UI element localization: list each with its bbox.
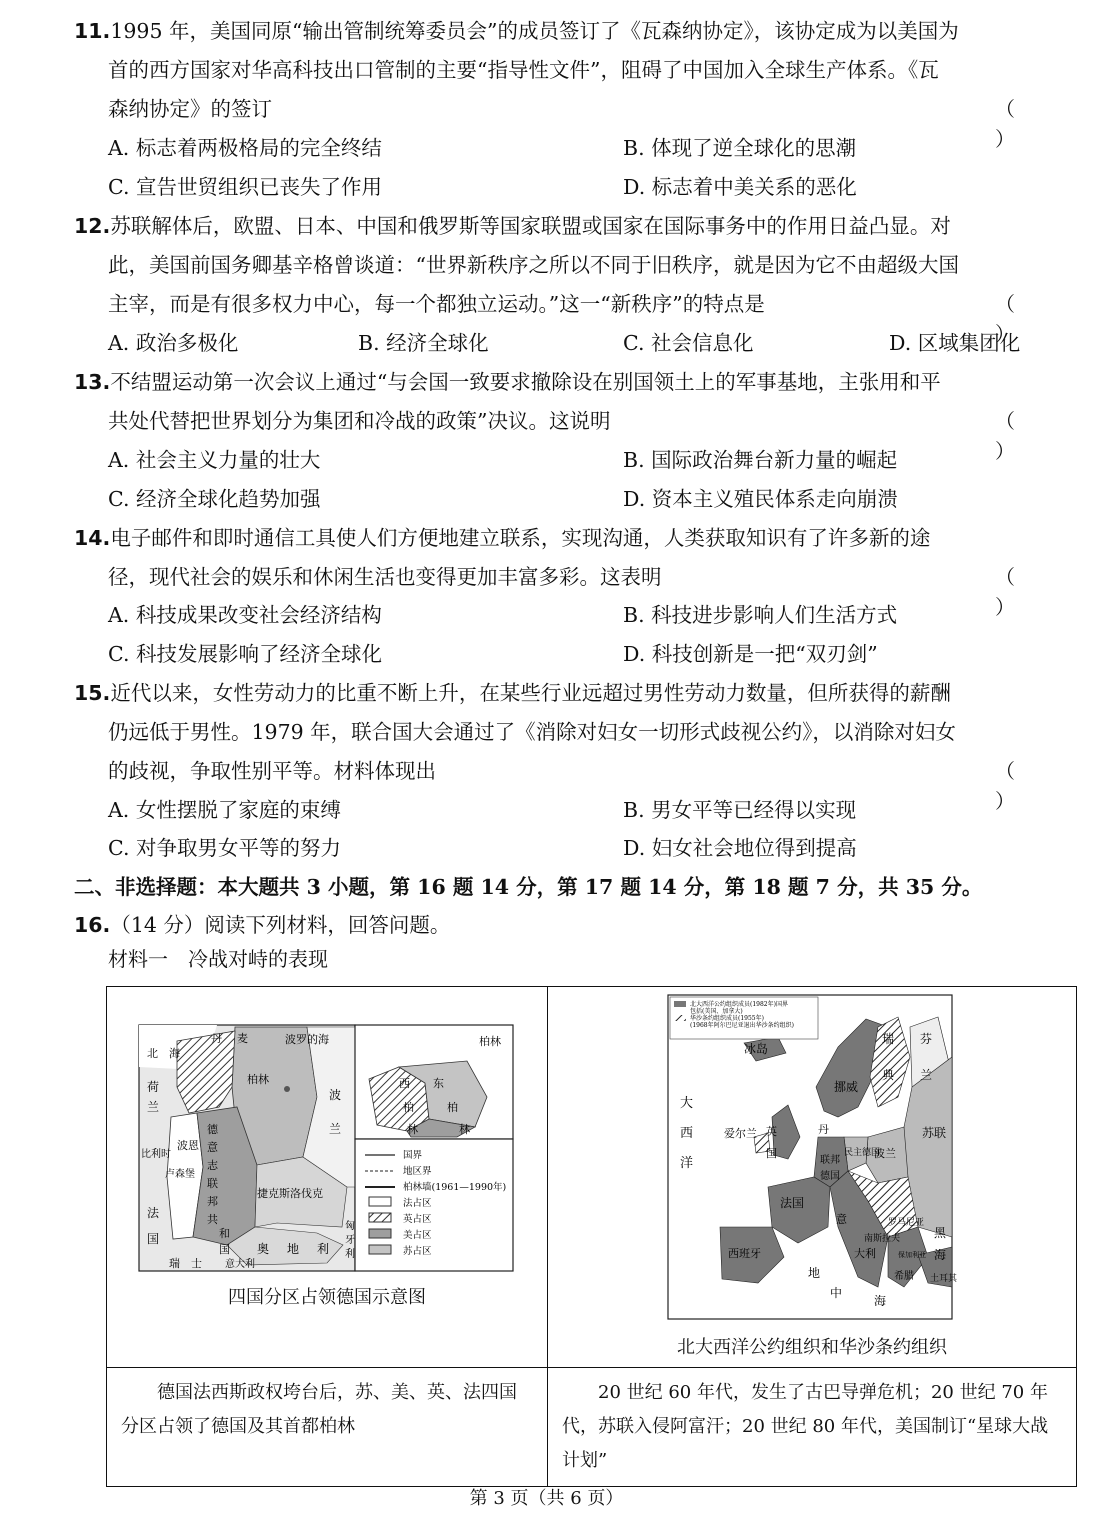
label-hei: 黑 bbox=[934, 1226, 947, 1240]
q13-option-c: C. 经济全球化趋势加强 bbox=[108, 487, 321, 511]
label-fa: 法 bbox=[147, 1206, 160, 1220]
q15-answer-paren: （ ） bbox=[995, 759, 1053, 813]
q14-option-b: B. 科技进步影响人们生活方式 bbox=[623, 603, 898, 627]
label-luxembourg: 卢森堡 bbox=[165, 1169, 195, 1180]
label-he: 荷 bbox=[147, 1080, 160, 1094]
label-ying: 英 bbox=[766, 1125, 777, 1138]
material-table bbox=[106, 986, 1077, 1487]
label-bo: 波 bbox=[329, 1088, 342, 1102]
label-france: 法国 bbox=[780, 1196, 805, 1210]
label-lan: 兰 bbox=[920, 1068, 933, 1082]
label-rui: 瑞 bbox=[882, 1032, 895, 1046]
label-italy: 意大利 bbox=[225, 1259, 255, 1270]
q13-line1: 13.不结盟运动第一次会议上通过“与会国一致要求撤除设在别国领土上的军事基地，主张用和平 bbox=[74, 370, 941, 394]
label-berlin: 柏林 bbox=[247, 1073, 269, 1086]
q15-option-a: A. 女性摆脱了家庭的束缚 bbox=[108, 798, 341, 822]
label-dian: 典 bbox=[882, 1068, 895, 1082]
label-ireland: 爱尔兰 bbox=[724, 1127, 757, 1140]
label-turkey: 土耳其 bbox=[930, 1274, 958, 1284]
q12-answer-paren: （ ） bbox=[995, 292, 1053, 346]
q11-option-d: D. 标志着中美关系的恶化 bbox=[623, 175, 857, 199]
q15-line1: 15.近代以来，女性劳动力的比重不断上升，在某些行业远超过男性劳动力数量，但所获得的薪酬 bbox=[74, 681, 951, 705]
label-hai2: 海 bbox=[934, 1248, 947, 1262]
label-romania: 罗马尼亚 bbox=[888, 1218, 925, 1228]
q11-line1: 11.1995 年，美国同原“输出管制统筹委员会”的成员签订了《瓦森纳协定》，该协定成为以美国为 bbox=[74, 19, 959, 43]
label-lan: 兰 bbox=[147, 1100, 160, 1114]
q15-number: 15. bbox=[74, 681, 111, 705]
map1-cell bbox=[107, 987, 548, 1368]
label-czechoslovakia: 捷克斯洛伐克 bbox=[257, 1187, 323, 1200]
q12-line2: 此，美国前国务卿基辛格曾谈道：“世界新秩序之所以不同于旧秩序，就是因为它不由超级大国 bbox=[108, 253, 959, 277]
label-gdr: 民主德国 bbox=[844, 1148, 881, 1158]
label-ya: 牙 bbox=[345, 1235, 355, 1246]
q11-option-a: A. 标志着两极格局的完全终结 bbox=[108, 136, 382, 160]
label-de: 德 bbox=[207, 1123, 218, 1136]
q11-answer-paren: （ ） bbox=[995, 97, 1053, 151]
q11-line2: 首的西方国家对华高科技出口管制的主要“指导性文件”，阻碍了中国加入全球生产体系。《瓦 bbox=[108, 58, 939, 82]
q16-number: 16. bbox=[74, 913, 111, 937]
label-lian: 联 bbox=[207, 1177, 218, 1190]
q15-line2: 仍远低于男性。1979 年，联合国大会通过了《消除对妇女一切形式歧视公约》，以消除对妇女 bbox=[108, 720, 956, 744]
q14-line2: 径，现代社会的娱乐和休闲生活也变得更加丰富多彩。这表明 bbox=[108, 565, 662, 589]
legend-nato: 北大西洋公约组织成员(1982年) bbox=[690, 1001, 776, 1008]
q12-option-b: B. 经济全球化 bbox=[358, 331, 489, 355]
label-xi: 西 bbox=[680, 1126, 694, 1141]
label-yang: 洋 bbox=[680, 1156, 694, 1171]
label-da: 大 bbox=[680, 1096, 694, 1111]
label-mai: 麦 bbox=[237, 1032, 248, 1045]
label-gong: 共 bbox=[207, 1213, 218, 1226]
inset-label-west: 西 bbox=[399, 1077, 410, 1090]
q15-option-c: C. 对争取男女平等的努力 bbox=[108, 836, 341, 860]
q14-option-c: C. 科技发展影响了经济全球化 bbox=[108, 642, 382, 666]
label-yi: 意 bbox=[207, 1141, 218, 1154]
label-bonn: 波恩 bbox=[177, 1139, 199, 1152]
label-yi: 意 bbox=[836, 1213, 847, 1226]
label-zhong: 中 bbox=[830, 1286, 843, 1300]
label-zhi: 志 bbox=[207, 1159, 218, 1172]
label-spain: 西班牙 bbox=[728, 1247, 761, 1260]
q11-option-b: B. 体现了逆全球化的思潮 bbox=[623, 136, 857, 160]
label-fen: 芬 bbox=[920, 1032, 933, 1046]
label-belgium: 比利时 bbox=[141, 1149, 171, 1160]
berlin-dot bbox=[284, 1086, 290, 1092]
label-dan: 丹 bbox=[818, 1123, 829, 1136]
legend-warsaw: 华沙条约组织成员(1955年) bbox=[690, 1015, 764, 1022]
label-li: 利 bbox=[317, 1242, 330, 1256]
label-dan: 丹 bbox=[211, 1032, 222, 1045]
q12-option-d: D. 区域集团化 bbox=[889, 331, 1021, 355]
q14-option-d: D. 科技创新是一把“双刃剑” bbox=[623, 642, 878, 666]
legend-nato-incl: 包括(美国、加拿大) bbox=[690, 1008, 743, 1015]
label-li2: 利 bbox=[345, 1249, 355, 1260]
q13-answer-paren: （ ） bbox=[995, 409, 1053, 463]
q12-number: 12. bbox=[74, 214, 111, 238]
label-north-sea: 北 海 bbox=[147, 1047, 180, 1060]
q13-number: 13. bbox=[74, 370, 111, 394]
inset-label-lin2: 林 bbox=[459, 1123, 470, 1136]
label-switzerland: 瑞 士 bbox=[169, 1257, 202, 1270]
legend-french-zone: 法占区 bbox=[403, 1198, 432, 1209]
q13-option-b: B. 国际政治舞台新力量的崛起 bbox=[623, 448, 898, 472]
legend-berlin-wall: 柏林墙(1961—1990年) bbox=[403, 1182, 507, 1193]
label-bang: 邦 bbox=[207, 1195, 218, 1208]
q12-option-a: A. 政治多极化 bbox=[108, 331, 239, 355]
inset-label-berlin: 柏林 bbox=[479, 1035, 501, 1048]
label-norway: 挪威 bbox=[834, 1080, 859, 1094]
page-footer: 第 3 页（共 6 页） bbox=[469, 1488, 624, 1509]
cell1-text: 德国法西斯政权垮台后，苏、美、英、法四国分区占领了德国及其首都柏林 bbox=[107, 1368, 548, 1487]
cell2-text: 20 世纪 60 年代，发生了古巴导弹危机；20 世纪 70 年代，苏联入侵阿富汗；20 世纪 80 年代，美国制订“星球大战计划” bbox=[548, 1368, 1077, 1487]
q15-option-d: D. 妇女社会地位得到提高 bbox=[623, 836, 857, 860]
q14-number: 14. bbox=[74, 526, 111, 550]
legend-albania: (1968年阿尔巴尼亚退出华沙条约组织) bbox=[690, 1022, 794, 1029]
q15-option-b: B. 男女平等已经得以实现 bbox=[623, 798, 857, 822]
legend-border: 国界 bbox=[776, 1001, 789, 1008]
label-guo2: 国 bbox=[147, 1232, 160, 1246]
inset-label-bai2: 柏 bbox=[447, 1101, 458, 1114]
label-guo: 国 bbox=[219, 1243, 230, 1256]
q15-line3: 的歧视，争取性别平等。材料体现出 bbox=[108, 759, 436, 783]
map2-cell bbox=[548, 987, 1077, 1368]
label-he2: 和 bbox=[219, 1227, 230, 1240]
label-fed: 联邦 bbox=[820, 1155, 840, 1166]
label-di: 地 bbox=[808, 1266, 821, 1280]
label-bulgaria: 保加利亚 bbox=[898, 1251, 926, 1259]
inset-label-bai: 柏 bbox=[403, 1101, 414, 1114]
label-di: 地 bbox=[287, 1242, 300, 1256]
q16-line1: 16.（14 分）阅读下列材料，回答问题。 bbox=[74, 913, 451, 937]
q13-option-a: A. 社会主义力量的壮大 bbox=[108, 448, 321, 472]
q14-answer-paren: （ ） bbox=[995, 565, 1053, 619]
q14-line1: 14.电子邮件和即时通信工具使人们方便地建立联系，实现沟通，人类获取知识有了许多新的途 bbox=[74, 526, 931, 550]
section-heading: 二、非选择题：本大题共 3 小题，第 16 题 14 分，第 17 题 14 分，第 18 题 7 分，共 35 分。 bbox=[74, 875, 983, 899]
legend-soviet-zone: 苏占区 bbox=[403, 1246, 432, 1257]
label-poland: 波兰 bbox=[874, 1147, 896, 1160]
q14-option-a: A. 科技成果改变社会经济结构 bbox=[108, 603, 382, 627]
map1-caption: 四国分区占领德国示意图 bbox=[228, 1287, 426, 1308]
inset-label-east: 东 bbox=[433, 1077, 444, 1090]
q12-line3: 主宰，而是有很多权力中心，每一个都独立运动。”这一“新秩序”的特点是 bbox=[108, 292, 765, 316]
legend-region-border: 地区界 bbox=[403, 1166, 432, 1177]
legend-border: 国界 bbox=[403, 1150, 423, 1161]
q13-line2: 共处代替把世界划分为集团和冷战的政策”决议。这说明 bbox=[108, 409, 611, 433]
label-fed-germany: 德国 bbox=[820, 1171, 840, 1182]
material-one-title: 材料一 冷战对峙的表现 bbox=[108, 947, 328, 971]
label-ussr: 苏联 bbox=[922, 1126, 947, 1140]
legend-british-zone: 英占区 bbox=[403, 1214, 432, 1225]
q12-line1: 12.苏联解体后，欧盟、日本、中国和俄罗斯等国家联盟或国家在国际事务中的作用日益凸显。对 bbox=[74, 214, 951, 238]
label-guo: 国 bbox=[766, 1147, 777, 1160]
nato-warsaw-map bbox=[548, 987, 1076, 1363]
q11-number: 11. bbox=[74, 19, 111, 43]
label-italy: 大利 bbox=[854, 1247, 876, 1260]
label-baltic-sea: 波罗的海 bbox=[285, 1033, 329, 1046]
label-iceland: 冰岛 bbox=[744, 1042, 769, 1056]
label-yugoslavia: 南斯拉夫 bbox=[864, 1234, 901, 1244]
label-hai: 海 bbox=[874, 1294, 887, 1308]
q11-option-c: C. 宣告世贸组织已丧失了作用 bbox=[108, 175, 382, 199]
map2-caption: 北大西洋公约组织和华沙条约组织 bbox=[677, 1337, 947, 1358]
label-greece: 希腊 bbox=[894, 1271, 914, 1282]
label-lan2: 兰 bbox=[329, 1122, 342, 1136]
q13-option-d: D. 资本主义殖民体系走向崩溃 bbox=[623, 487, 898, 511]
label-ao: 奥 bbox=[257, 1242, 270, 1256]
label-xiong: 匈 bbox=[345, 1221, 355, 1232]
q11-line3: 森纳协定》的签订 bbox=[108, 97, 272, 121]
inset-label-lin: 林 bbox=[407, 1123, 418, 1136]
q12-option-c: C. 社会信息化 bbox=[623, 331, 754, 355]
legend-american-zone: 美占区 bbox=[403, 1230, 432, 1241]
